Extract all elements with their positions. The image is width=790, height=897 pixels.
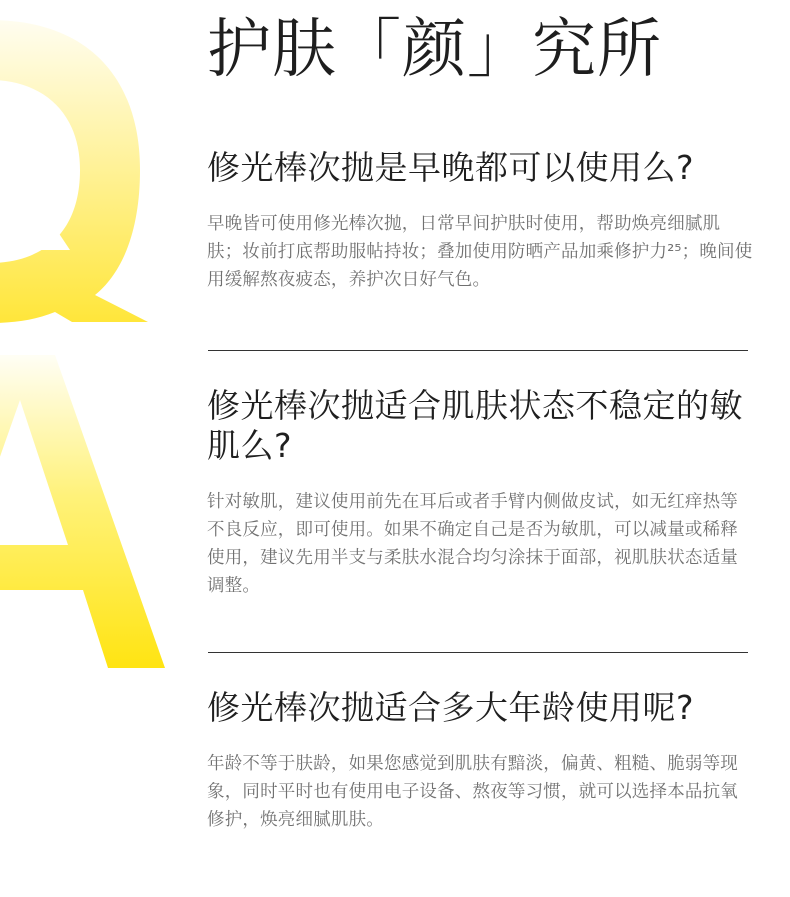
question-text: 修光棒次抛是早晚都可以使用么?: [207, 148, 695, 187]
letter-q-shape: [0, 20, 148, 323]
divider: [208, 652, 748, 653]
answer-text: 年龄不等于肤龄，如果您感觉到肌肤有黯淡，偏黄、粗糙、脆弱等现象，同时平时也有使用电子设备、熬夜等习惯，就可以选择本品抗氧修护，焕亮细腻肌肤。: [207, 754, 738, 830]
letter-a-shape: [0, 355, 165, 668]
divider: [208, 350, 748, 351]
qa-letter-decoration: [0, 0, 190, 700]
question-text: 修光棒次抛适合多大年龄使用呢?: [207, 688, 695, 727]
qa-item: [207, 386, 755, 600]
qa-item: [207, 148, 755, 294]
qa-item: [207, 688, 755, 834]
answer-text: 早晚皆可使用修光棒次抛，日常早间护肤时使用，帮助焕亮细腻肌肤；妆前打底帮助服帖持妆；叠加使用防晒产品加乘修护力²⁵；晚间使用缓解熬夜疲态，养护次日好气色。: [207, 214, 753, 290]
question-text: 修光棒次抛适合肌肤状态不稳定的敏肌么?: [207, 386, 743, 465]
answer-text: 针对敏肌，建议使用前先在耳后或者手臂内侧做皮试，如无红痒热等不良反应，即可使用。如果不确定自己是否为敏肌，可以减量或稀释使用，建议先用半支与柔肤水混合均匀涂抹于面部，视肌肤状态适量调整。: [207, 492, 738, 596]
page-title: 护肤「颜」究所: [207, 13, 662, 87]
